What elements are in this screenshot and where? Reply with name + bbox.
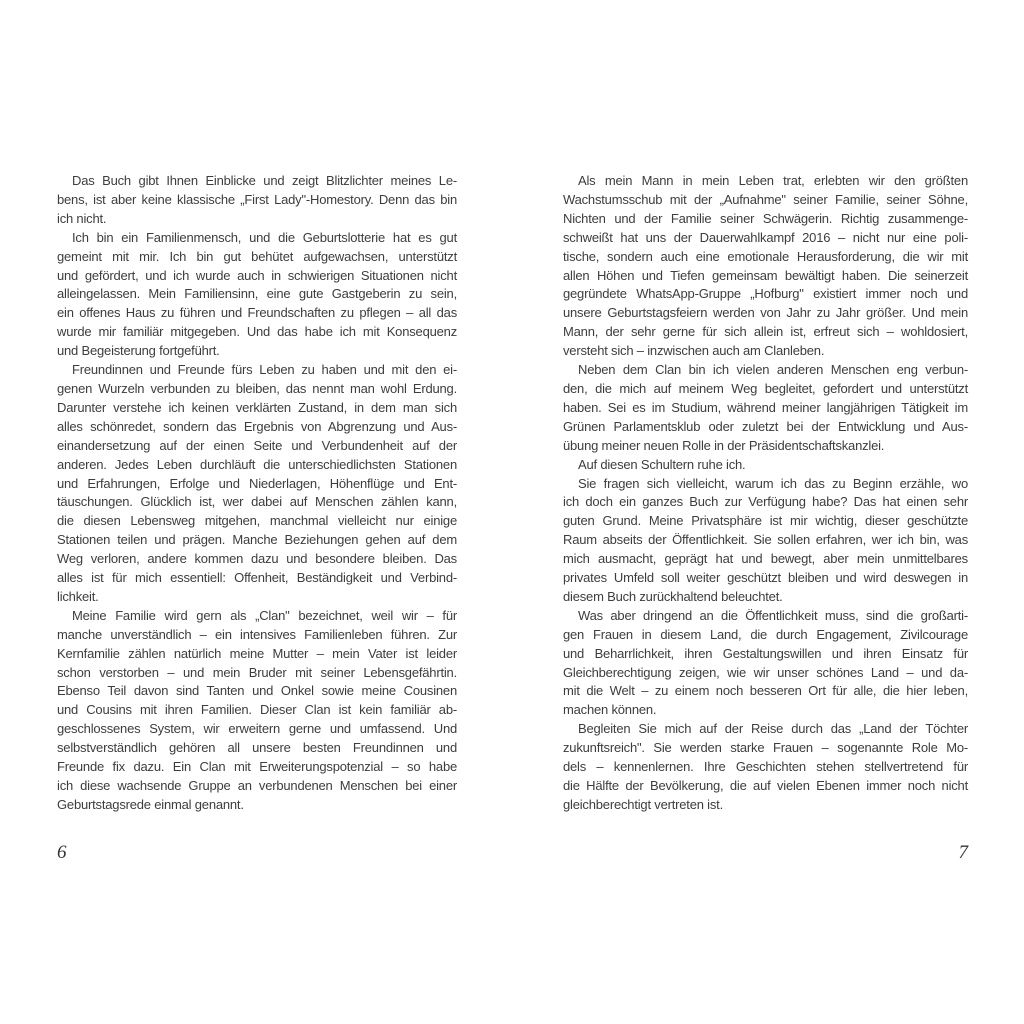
text-line: Geburtstagsrede einmal genannt.	[57, 796, 244, 812]
text-line: ein offenes Haus zu führen und Freundschaften zu pflegen – all das	[57, 305, 457, 321]
text-line: Kernfamilie zählen natürlich meine Mutter – mein Vater ist leider	[57, 645, 457, 661]
text-line: und Cousins mit ihren Familien. Dieser Clan ist kein familiär ab-	[57, 702, 457, 718]
text-line: selbstverständlich gehören all unsere besten Freundinnen und	[57, 740, 457, 756]
text-line: ich doch ein ganzes Buch zur Verfügung habe? Das hat einen sehr	[563, 494, 968, 510]
paragraph	[563, 475, 968, 607]
text-line: ich diese wachsende Gruppe an verbundenen Menschen bei einer	[57, 778, 457, 793]
text-line: Stationen teilen und prägen. Manche Beziehungen gehen auf dem	[57, 532, 457, 548]
text-line: Gleichberechtigung zeigen, wie wir unser schönes Land – und da-	[563, 664, 968, 680]
paragraph	[57, 229, 457, 361]
text-line: gleichberechtigt vertreten ist.	[563, 796, 723, 812]
text-line: bens, ist aber keine klassische „First Lady"-Homestory. Denn das bin	[57, 191, 457, 207]
text-line: Als mein Mann in mein Leben trat, erlebten wir den größten	[578, 173, 968, 188]
text-line: den, die mich auf meinem Weg begleitet, gefordert und unterstützt	[563, 380, 968, 396]
paragraph	[563, 172, 968, 361]
page-number-left: 6	[57, 842, 67, 863]
text-line: Ich bin ein Familienmensch, und die Geburtslotterie hat es gut	[72, 229, 457, 245]
text-line: Meine Familie wird gern als „Clan" bezeichnet, weil wir – für	[72, 607, 457, 623]
text-line: lichkeit.	[57, 588, 99, 604]
text-line: gegründete WhatsApp-Gruppe „Hofburg" existiert immer noch und	[563, 286, 968, 302]
text-line: Freunde fix dazu. Ein Clan mit Erweiterungspotenzial – so habe	[57, 759, 457, 775]
text-line: Wachstumsschub mit der „Aufnahme" seiner Familie, seiner Söhne,	[563, 191, 968, 207]
text-line: übung meiner neuen Rolle in der Präsidentschaftskanzlei.	[563, 437, 885, 453]
page-number-right: 7	[958, 842, 968, 863]
text-line: Mann, der sehr gerne für sich allein ist, erfreut sich – wohldosiert,	[563, 324, 968, 340]
text-line: Was aber dringend an die Öffentlichkeit muss, sind die großarti-	[578, 607, 968, 623]
text-line: Das Buch gibt Ihnen Einblicke und zeigt Blitzlichter meines Le-	[72, 173, 457, 188]
text-line: Begleiten Sie mich auf der Reise durch das „Land der Töchter	[578, 721, 968, 737]
text-line: Sie fragen sich vielleicht, warum ich das zu Beginn erzähle, wo	[578, 475, 968, 491]
text-line: mit die Welt – zu einem noch besseren Ort für alle, die hier leben,	[563, 683, 968, 699]
paragraph	[57, 607, 457, 815]
text-line: schweißt hat uns der Dauerwahlkampf 2016 – nicht nur eine poli-	[563, 229, 968, 245]
text-line: einandersetzung auf der einen Seite und Verbundenheit auf der	[57, 437, 457, 453]
text-line: privates Umfeld soll weiter geschützt bleiben und wird deswegen in	[563, 570, 968, 586]
text-line: wurde mir familiär mitgegeben. Und das habe ich mit Konsequenz	[57, 324, 457, 340]
text-line: alles ist für mich essentiell: Offenheit, Beständigkeit und Verbind-	[57, 570, 457, 586]
text-line: allen Höhen und Tiefen gemeinsam bewältigt haben. Die seinerzeit	[563, 267, 968, 283]
text-line: Raum abseits der Öffentlichkeit. Sie sollen erfahren, wer ich bin, was	[563, 532, 968, 548]
text-line: Nichten und der Familie seiner Schwägerin. Richtig zusammenge-	[563, 210, 968, 226]
text-line: ich nicht.	[57, 210, 107, 226]
text-line: machen können.	[563, 702, 657, 718]
paragraph	[563, 361, 968, 456]
text-line: und Beharrlichkeit, ihren Gestaltungswillen und ihren Einsatz für	[563, 645, 968, 661]
page-left-text	[57, 172, 457, 815]
text-line: täuschungen. Glücklich ist, wer dabei auf Menschen zählen kann,	[57, 494, 457, 510]
text-line: diesem Buch zurückhaltend beleuchtet.	[563, 588, 783, 604]
text-line: Ebenso Teil davon sind Tanten und Onkel sowie meine Cousinen	[57, 683, 457, 699]
text-line: haben. Sei es im Studium, während meiner langjährigen Tätigkeit im	[563, 399, 968, 415]
paragraph	[57, 361, 457, 607]
text-line: und gefördert, und ich wurde auch in schwierigen Situationen nicht	[57, 267, 457, 283]
text-line: gen Frauen in diesem Land, die durch Engagement, Zivilcourage	[563, 626, 968, 642]
text-line: guten Grund. Meine Privatsphäre ist mir wichtig, dieser geschützte	[563, 513, 968, 529]
text-line: versteht sich – inzwischen auch am Clanleben.	[563, 343, 825, 359]
text-line: Neben dem Clan bin ich vielen anderen Menschen eng verbun-	[578, 362, 968, 378]
text-line: Freundinnen und Freunde fürs Leben zu haben und mit den ei-	[72, 362, 457, 378]
text-line: gemeint mit mir. Ich bin gut behütet aufgewachsen, unterstützt	[57, 248, 457, 264]
text-line: anderen. Jedes Leben durchläuft die unterschiedlichsten Stationen	[57, 456, 457, 472]
text-line: und Erfahrungen, Erfolge und Niederlagen, Höhenflüge und Ent-	[57, 475, 457, 491]
text-line: mich ausmacht, geprägt hat und bewegt, aber mein unmittelbares	[563, 551, 968, 567]
text-line: Grünen Parlamentsklub oder zuletzt bei der Entwicklung und Aus-	[563, 418, 968, 434]
paragraph	[563, 720, 968, 815]
paragraph	[563, 456, 968, 475]
page-right-text	[563, 172, 968, 815]
text-line: alles schönredet, sondern das Ergebnis von Abgrenzung und Aus-	[57, 418, 457, 434]
text-line: Darunter verstehe ich keinen verklärten Zustand, in dem man sich	[57, 399, 457, 415]
text-line: tische, sondern auch eine emotionale Herausforderung, die wir mit	[563, 248, 968, 264]
text-line: genen Wurzeln verbunden zu bleiben, das nennt man wohl Erdung.	[57, 380, 457, 396]
text-line: unsere Geburtstagsfeiern werden von Jahr zu Jahr größer. Und mein	[563, 305, 968, 321]
text-line: dels – kennenlernen. Ihre Geschichten stehen stellvertretend für	[563, 759, 968, 775]
text-line: die Hälfte der Bevölkerung, die auf vielen Ebenen immer noch nicht	[563, 778, 968, 793]
text-line: alleingelassen. Mein Familiensinn, eine gute Gastgeberin zu sein,	[57, 286, 457, 302]
text-line: manche unverständlich – ein intensives Familienleben führen. Zur	[57, 626, 457, 642]
text-line: und Begeisterung fortgeführt.	[57, 343, 220, 359]
paragraph	[57, 172, 457, 229]
text-line: schon verstorben – und mein Bruder mit seiner Lebensgefährtin.	[57, 664, 457, 680]
paragraph	[563, 607, 968, 720]
text-line: die diesen Lebensweg mitgehen, manchmal vielleicht nur einige	[57, 513, 457, 529]
text-line: zukunftsreich". Sie werden starke Frauen – sogenannte Role Mo-	[563, 740, 968, 756]
text-line: Auf diesen Schultern ruhe ich.	[578, 456, 746, 472]
text-line: geschlossenes System, wir erweitern gerne und umfassend. Und	[57, 721, 457, 737]
text-line: Weg verloren, andere kommen dazu und besondere bleiben. Das	[57, 551, 457, 567]
